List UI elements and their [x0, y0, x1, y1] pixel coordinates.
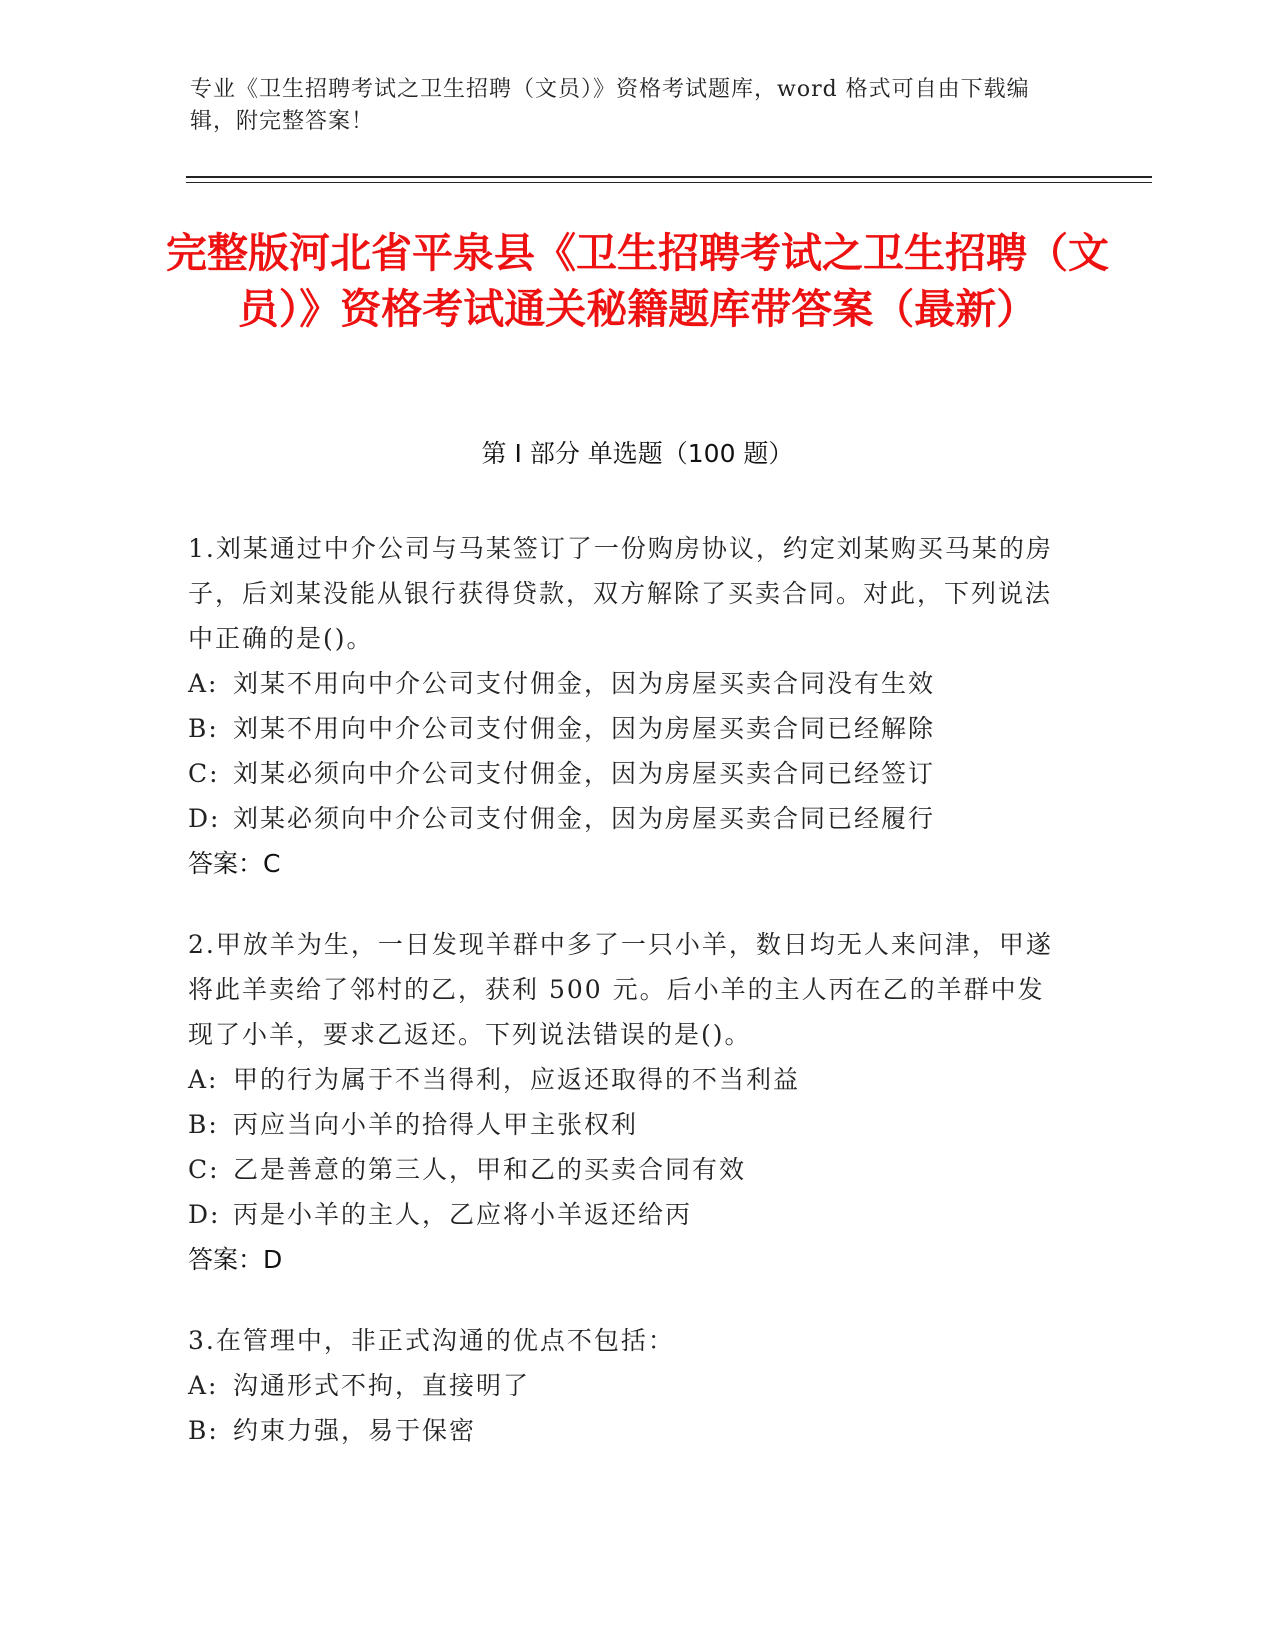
option-text: 甲的行为属于不当得利，应返还取得的不当利益: [233, 1065, 801, 1094]
option-a: [188, 661, 1068, 706]
option-text: 约束力强，易于保密: [233, 1416, 477, 1445]
option-letter: D:: [188, 1200, 221, 1229]
option-text: 刘某不用向中介公司支付佣金，因为房屋买卖合同已经解除: [233, 714, 936, 743]
option-a: [188, 1057, 1068, 1102]
option-letter: A:: [188, 669, 219, 698]
question-stem: 2.甲放羊为生，一日发现羊群中多了一只小羊，数日均无人来问津，甲遂将此羊卖给了邻村的乙，获利 500 元。后小羊的主人丙在乙的羊群中发现了小羊，要求乙返还。下列说法错误的是()。: [188, 930, 1053, 1049]
option-letter: B:: [188, 714, 219, 743]
option-c: [188, 1147, 1068, 1192]
question-stem: 1.刘某通过中介公司与马某签订了一份购房协议，约定刘某购买马某的房子，后刘某没能从银行获得贷款，双方解除了买卖合同。对此，下列说法中正确的是()。: [188, 534, 1053, 653]
option-letter: B:: [188, 1416, 219, 1445]
section-heading: 第 I 部分 单选题（100 题）: [481, 439, 794, 468]
question-1: [188, 526, 1068, 886]
option-letter: C:: [188, 759, 220, 788]
header-note: 专业《卫生招聘考试之卫生招聘（文员）》资格考试题库，word 格式可自由下载编辑，附完整答案！: [190, 77, 1030, 134]
option-b: [188, 1102, 1068, 1147]
option-text: 丙应当向小羊的拾得人甲主张权利: [233, 1110, 639, 1139]
option-text: 刘某不用向中介公司支付佣金，因为房屋买卖合同没有生效: [233, 669, 936, 698]
option-text: 乙是善意的第三人，甲和乙的买卖合同有效: [233, 1155, 747, 1184]
option-letter: B:: [188, 1110, 219, 1139]
question-3: [188, 1318, 1068, 1453]
header-divider-thin: [186, 182, 1152, 183]
option-c: [188, 751, 1068, 796]
option-b: [188, 706, 1068, 751]
question-list: [188, 526, 1068, 1489]
document-title: 完整版河北省平泉县《卫生招聘考试之卫生招聘（文员）》资格考试通关秘籍题库带答案（最新）: [166, 229, 1109, 333]
option-letter: A:: [188, 1371, 219, 1400]
option-d: [188, 796, 1068, 841]
header-divider-thick: [186, 176, 1152, 178]
question-stem: 3.在管理中，非正式沟通的优点不包括：: [188, 1326, 675, 1355]
option-text: 刘某必须向中介公司支付佣金，因为房屋买卖合同已经签订: [233, 759, 936, 788]
option-d: [188, 1192, 1068, 1237]
option-text: 刘某必须向中介公司支付佣金，因为房屋买卖合同已经履行: [233, 804, 936, 833]
option-letter: C:: [188, 1155, 220, 1184]
option-letter: D:: [188, 804, 221, 833]
question-2: [188, 922, 1068, 1282]
option-b: [188, 1408, 1068, 1453]
answer-line: 答案：C: [188, 849, 281, 878]
option-a: [188, 1363, 1068, 1408]
option-text: 沟通形式不拘，直接明了: [233, 1371, 531, 1400]
option-text: 丙是小羊的主人，乙应将小羊返还给丙: [233, 1200, 693, 1229]
option-letter: A:: [188, 1065, 219, 1094]
answer-line: 答案：D: [188, 1245, 283, 1274]
